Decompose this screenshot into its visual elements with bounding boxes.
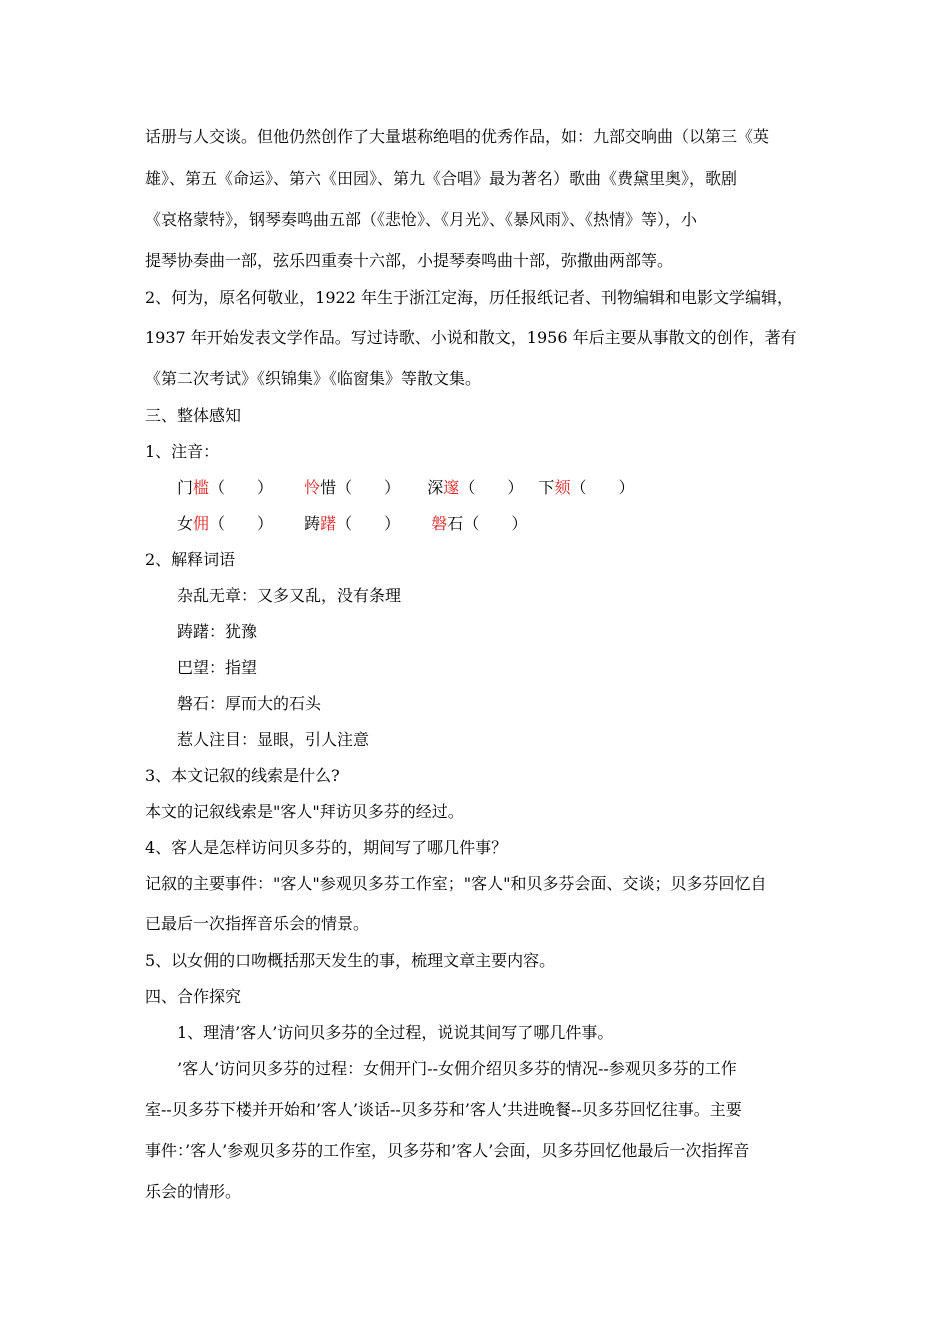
answer-text: 事件：’客人’参观贝多芬的工作室，贝多芬和’客人’会面，贝多芬回忆他最后一次指挥音 [145, 1141, 750, 1160]
vocab-item: 杂乱无章：又多又乱，没有条理 [177, 586, 402, 605]
body-text-line: 雄》、第五《命运》、第六《田园》、第九《合唱》最为著名）歌曲《费黛里奥》，歌剧 [145, 169, 738, 188]
pinyin-item: 磐石（ ） [431, 514, 528, 533]
vocab-item: 巴望：指望 [177, 658, 258, 677]
question-heading: 3、本文记叙的线索是什么? [145, 766, 340, 785]
answer-text: 室--贝多芬下楼并开始和’客人’谈话--贝多芬和’客人’共进晚餐--贝多芬回忆往事。主要 [145, 1100, 742, 1119]
vocab-item: 踌躇：犹豫 [177, 622, 258, 641]
pinyin-item: 深邃（ ） [427, 478, 524, 497]
question-heading: 4、客人是怎样访问贝多芬的，期间写了哪几件事？ [145, 838, 508, 857]
answer-text: ’客人’访问贝多芬的过程：女佣开门--女佣介绍贝多芬的情况--参观贝多芬的工作 [177, 1059, 737, 1078]
pinyin-row-1 [177, 478, 634, 498]
body-text-line: 提琴协奏曲一部，弦乐四重奏十六部，小提琴奏鸣曲十部，弥撒曲两部等。 [145, 251, 674, 270]
pinyin-row-2 [177, 514, 527, 534]
vocab-item: 惹人注目：显眼，引人注意 [177, 730, 370, 749]
answer-text: 乐会的情形。 [145, 1182, 242, 1201]
pinyin-item: 怜惜（ ） [304, 478, 401, 497]
pinyin-item: 下颏（ ） [538, 478, 635, 497]
body-text-line: 1937 年开始发表文学作品。写过诗歌、小说和散文，1956 年后主要从事散文的创作，著有 [145, 328, 797, 347]
section-heading: 三、整体感知 [145, 406, 242, 425]
question-heading: 2、解释词语 [145, 550, 236, 569]
body-text-line: 《哀格蒙特》，钢琴奏鸣曲五部（《悲怆》、《月光》、《暴风雨》、《热情》等），小 [145, 210, 698, 229]
question-heading: 1、注音： [145, 442, 220, 461]
pinyin-item: 踌躇（ ） [304, 514, 401, 533]
body-text-line: 《第二次考试》《织锦集》《临窗集》等散文集。 [145, 369, 482, 388]
body-text-line: 话册与人交谈。但他仍然创作了大量堪称绝唱的优秀作品，如：九部交响曲（以第三《英 [145, 127, 770, 146]
question-heading: 1、理清’客人’访问贝多芬的全过程，说说其间写了哪几件事。 [177, 1023, 614, 1042]
answer-text: 已最后一次指挥音乐会的情景。 [145, 914, 370, 933]
section-heading: 四、合作探究 [145, 987, 242, 1006]
pinyin-item: 女佣（ ） [177, 514, 274, 533]
pinyin-item: 门槛（ ） [177, 478, 274, 497]
body-text-line: 2、何为，原名何敬业，1922 年生于浙江定海，历任报纸记者、刊物编辑和电影文学编辑， [145, 288, 793, 307]
answer-text: 记叙的主要事件："客人"参观贝多芬工作室；"客人"和贝多芬会面、交谈；贝多芬回忆自 [145, 874, 767, 893]
question-heading: 5、以女佣的口吻概括那天发生的事，梳理文章主要内容。 [145, 951, 556, 970]
vocab-item: 磐石：厚而大的石头 [177, 694, 322, 713]
answer-text: 本文的记叙线索是"客人"拜访贝多芬的经过。 [145, 802, 464, 821]
